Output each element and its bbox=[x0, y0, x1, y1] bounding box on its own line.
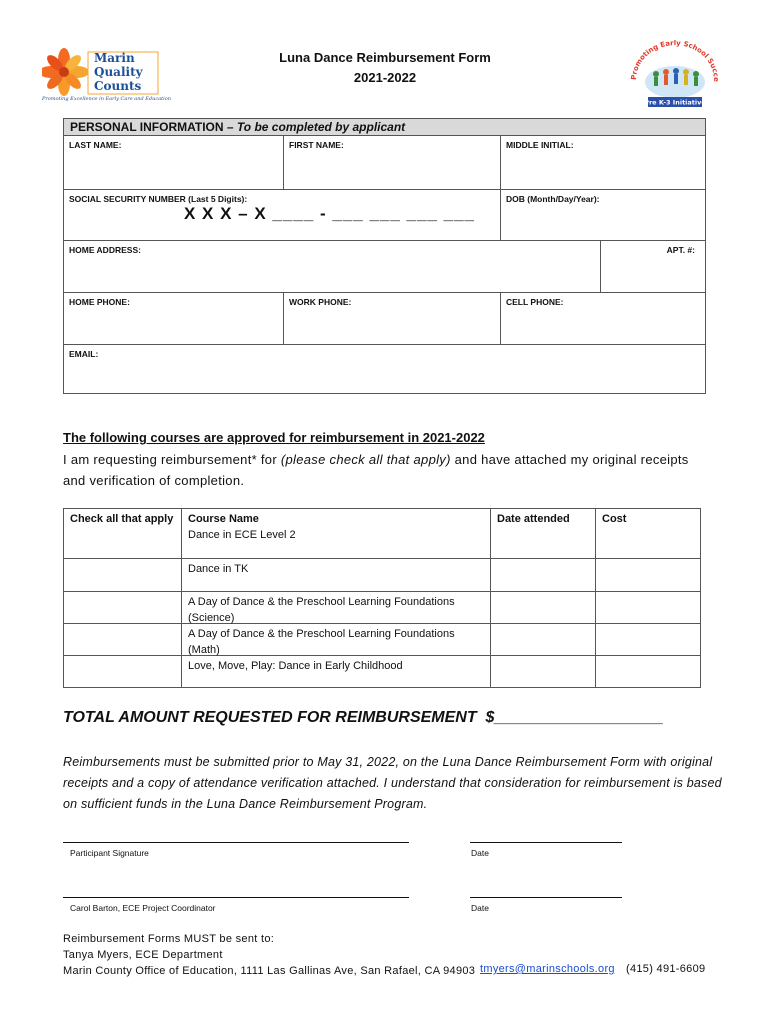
footer-line-2: Tanya Myers, ECE Department bbox=[63, 949, 223, 961]
logo-word-marin: Marin bbox=[94, 51, 135, 65]
home-address-field[interactable] bbox=[64, 241, 600, 293]
work-phone-field[interactable] bbox=[284, 293, 501, 345]
courses-intro-italic: (please check all that apply) bbox=[280, 452, 451, 467]
last-name-label: LAST NAME: bbox=[69, 140, 122, 150]
pre-k3-initiative-logo bbox=[628, 40, 720, 110]
personal-info-heading-note: To be completed by applicant bbox=[236, 120, 406, 134]
course-name: A Day of Dance & the Preschool Learning Foundations (Science) bbox=[188, 596, 455, 624]
date-cell-3[interactable] bbox=[491, 592, 596, 624]
col-date-header: Date attended bbox=[497, 513, 570, 525]
date-line-1[interactable] bbox=[470, 842, 622, 843]
ssn-field[interactable] bbox=[64, 190, 501, 241]
col-check-header: Check all that apply bbox=[70, 513, 174, 525]
cost-cell-5[interactable] bbox=[596, 656, 700, 687]
logo-word-counts: Counts bbox=[94, 79, 142, 93]
date-cell-1[interactable] bbox=[491, 509, 596, 559]
marin-quality-counts-logo bbox=[42, 48, 171, 108]
email-label: EMAIL: bbox=[69, 349, 99, 359]
ssn-value: X X X – X ____ - ___ ___ ___ ___ bbox=[184, 204, 475, 223]
middle-initial-label: MIDDLE INITIAL: bbox=[506, 140, 574, 150]
courses-intro-pre: I am requesting reimbursement* for bbox=[63, 452, 281, 467]
dob-field[interactable] bbox=[501, 190, 705, 241]
col-course-header: Course Name bbox=[188, 513, 259, 525]
footer-address bbox=[63, 931, 475, 979]
total-amount-line bbox=[63, 709, 664, 727]
cost-cell-4[interactable] bbox=[596, 624, 700, 656]
cost-cell-2[interactable] bbox=[596, 559, 700, 592]
check-cell-1[interactable] bbox=[64, 509, 182, 559]
personal-info-heading-text: PERSONAL INFORMATION – bbox=[70, 120, 234, 134]
coordinator-signature-line[interactable] bbox=[63, 897, 409, 898]
footer-email-link[interactable]: tmyers@marinschools.org bbox=[480, 963, 615, 975]
logo-right-badge: Pre K-3 Initiative bbox=[644, 98, 706, 107]
courses-table bbox=[63, 508, 701, 688]
footer-phone: (415) 491-6609 bbox=[626, 963, 706, 975]
check-cell-4[interactable] bbox=[64, 624, 182, 656]
courses-heading: The following courses are approved for reimbursement in 2021-2022 bbox=[63, 430, 485, 445]
participant-signature-label: Participant Signature bbox=[70, 848, 149, 858]
course-name: Love, Move, Play: Dance in Early Childhood bbox=[188, 660, 403, 672]
dob-label: DOB (Month/Day/Year): bbox=[506, 194, 600, 204]
courses-intro-post: and have attached my original receipts and verification of completion. bbox=[63, 452, 689, 488]
date-line-2[interactable] bbox=[470, 897, 622, 898]
course-name: Dance in ECE Level 2 bbox=[188, 529, 296, 541]
course-cell-3 bbox=[182, 592, 491, 624]
footer-line-1: Reimbursement Forms MUST be sent to: bbox=[63, 933, 275, 945]
ssn-label: SOCIAL SECURITY NUMBER (Last 5 Digits): bbox=[69, 194, 248, 204]
logo-right-arc-text: Promoting Early School Succe bbox=[629, 40, 720, 82]
home-phone-field[interactable] bbox=[64, 293, 284, 345]
home-phone-label: HOME PHONE: bbox=[69, 297, 130, 307]
course-cell-2 bbox=[182, 559, 491, 592]
total-amount-blank[interactable]: $___________________ bbox=[485, 709, 664, 726]
date-cell-5[interactable] bbox=[491, 656, 596, 687]
course-cell-1 bbox=[182, 509, 491, 559]
check-cell-5[interactable] bbox=[64, 656, 182, 687]
total-amount-label: TOTAL AMOUNT REQUESTED FOR REIMBURSEMENT bbox=[63, 709, 477, 726]
participant-signature-line[interactable] bbox=[63, 842, 409, 843]
reimbursement-policy-text: Reimbursements must be submitted prior to May 31, 2022, on the Luna Dance Reimbursement Form with original receipts and a copy of attendance verification attached. I understand that consideration for reimbursement is based on sufficient funds in the Luna Dance Reimbursement Program. bbox=[63, 755, 722, 811]
home-address-label: HOME ADDRESS: bbox=[69, 245, 141, 255]
logo-word-quality: Quality bbox=[94, 65, 143, 79]
check-cell-2[interactable] bbox=[64, 559, 182, 592]
middle-initial-field[interactable] bbox=[501, 136, 705, 190]
date-label-1: Date bbox=[471, 848, 489, 858]
courses-intro bbox=[63, 449, 713, 491]
form-title-block bbox=[200, 48, 570, 88]
check-cell-3[interactable] bbox=[64, 592, 182, 624]
email-field[interactable] bbox=[64, 345, 705, 393]
date-cell-4[interactable] bbox=[491, 624, 596, 656]
cell-phone-field[interactable] bbox=[501, 293, 705, 345]
cost-cell-3[interactable] bbox=[596, 592, 700, 624]
cost-cell-1[interactable] bbox=[596, 509, 700, 559]
footer-line-3: Marin County Office of Education, 1111 Las Gallinas Ave, San Rafael, CA 94903 bbox=[63, 965, 476, 977]
form-title: Luna Dance Reimbursement Form bbox=[279, 50, 491, 65]
coordinator-signature-label: Carol Barton, ECE Project Coordinator bbox=[70, 903, 216, 913]
children-arc-icon bbox=[628, 40, 720, 110]
course-name: A Day of Dance & the Preschool Learning Foundations (Math) bbox=[188, 628, 455, 656]
personal-info-heading bbox=[64, 119, 705, 136]
personal-info-table bbox=[63, 118, 706, 394]
first-name-label: FIRST NAME: bbox=[289, 140, 344, 150]
cell-phone-label: CELL PHONE: bbox=[506, 297, 564, 307]
date-label-2: Date bbox=[471, 903, 489, 913]
apt-field[interactable] bbox=[600, 241, 705, 293]
col-cost-header: Cost bbox=[602, 513, 627, 525]
form-year: 2021-2022 bbox=[353, 70, 417, 85]
course-cell-5 bbox=[182, 656, 491, 687]
course-cell-4 bbox=[182, 624, 491, 656]
logo-tagline: Promoting Excellence in Early Care and Education bbox=[42, 96, 171, 102]
apt-label: APT. #: bbox=[666, 245, 695, 255]
first-name-field[interactable] bbox=[284, 136, 501, 190]
date-cell-2[interactable] bbox=[491, 559, 596, 592]
course-name: Dance in TK bbox=[188, 563, 249, 575]
work-phone-label: WORK PHONE: bbox=[289, 297, 352, 307]
last-name-field[interactable] bbox=[64, 136, 284, 190]
